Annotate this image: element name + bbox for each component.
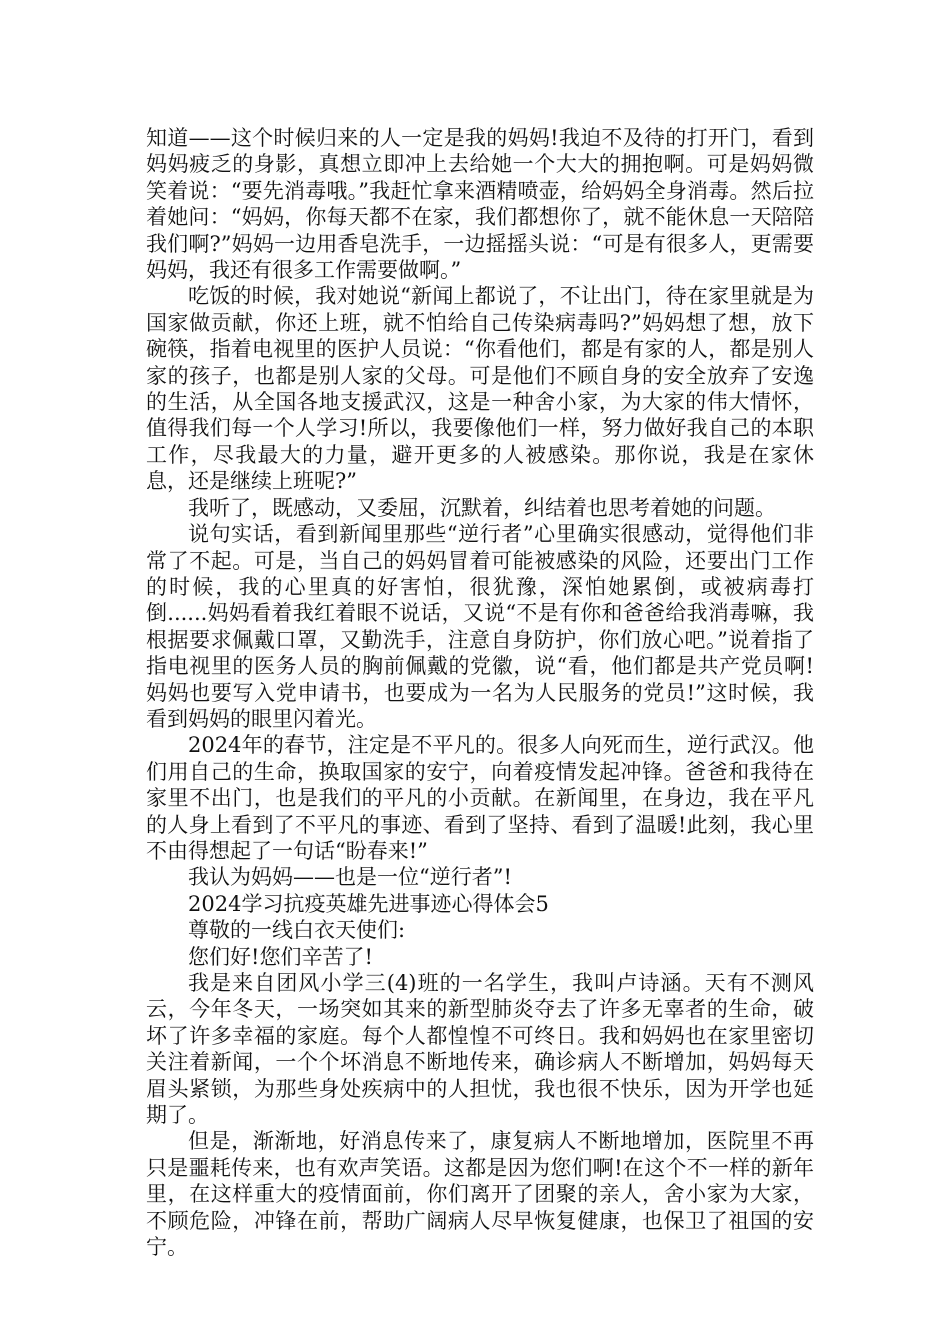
- greeting: 您们好!您们辛苦了!: [188, 944, 373, 969]
- paragraph-2: 吃饭的时候，我对她说“新闻上都说了，不让出门，待在家里就是为国家做贡献，你还上班，就不怕给自己传染病毒吗?”妈妈想了想，放下碗筷，指着电视里的医护人员说：“你看他们，都是有家的人，都是别人家的孩子，也都是别人家的父母。可是他们不顾自身的安全放弃了安逸的生活，从全国各地支援武汉，这是一种舍小家，为大家的伟大情怀，值得我们每一个人学习!所以，我要像他们一样，努力做好我自己的本职工作，尽我最大的力量，避开更多的人被感染。那你说，我是在家休息，还是继续上班呢?”: [146, 284, 814, 494]
- document-page: [146, 125, 814, 1260]
- paragraph-10: 我是来自团风小学三(4)班的一名学生，我叫卢诗涵。天有不测风云，今年冬天，一场突如其来的新型肺炎夺去了许多无辜者的生命，破坏了许多幸福的家庭。每个人都惶惶不可终日。我和妈妈也在家里密切关注着新闻，一个个坏消息不断地传来，确诊病人不断增加，妈妈每天眉头紧锁，为那些身处疾病中的人担忧，我也很不快乐，因为开学也延期了。: [146, 971, 814, 1128]
- paragraph-11: 但是，渐渐地，好消息传来了，康复病人不断地增加，医院里不再只是噩耗传来，也有欢声笑语。这都是因为您们啊!在这个不一样的新年里，在这样重大的疫情面前，你们离开了团聚的亲人，舍小家为大家，不顾危险，冲锋在前，帮助广阔病人尽早恢复健康，也保卫了祖国的安宁。: [146, 1129, 814, 1260]
- salutation: 尊敬的一线白衣天使们:: [188, 918, 406, 943]
- paragraph-5: 2024年的春节，注定是不平凡的。很多人向死而生，逆行武汉。他们用自己的生命，换取国家的安宁，向着疫情发起冲锋。爸爸和我待在家里不出门，也是我们的平凡的小贡献。在新闻里，在身边，我在平凡的人身上看到了不平凡的事迹、看到了坚持、看到了温暖!此刻，我心里不由得想起了一句话“盼春来!”: [146, 733, 814, 863]
- section-heading: 2024学习抗疫英雄先进事迹心得体会5: [188, 891, 549, 916]
- paragraph-4: 说句实话，看到新闻里那些“逆行者”心里确实很感动，觉得他们非常了不起。可是，当自己的妈妈冒着可能被感染的风险，还要出门工作的时候，我的心里真的好害怕，很犹豫，深怕她累倒，或被病毒打倒......妈妈看着我红着眼不说话，又说“不是有你和爸爸给我消毒嘛，我根据要求佩戴口罩，又勤洗手，注意自身防护，你们放心吧。”说着指了指电视里的医务人员的胸前佩戴的党徽，说“看，他们都是共产党员啊!妈妈也要写入党申请书，也要成为一名为人民服务的党员!”这时候，我看到妈妈的眼里闪着光。: [146, 522, 814, 731]
- paragraph-1: 知道——这个时候归来的人一定是我的妈妈!我迫不及待的打开门，看到妈妈疲乏的身影，真想立即冲上去给她一个大大的拥抱啊。可是妈妈微笑着说：“要先消毒哦。”我赶忙拿来酒精喷壶，给妈妈全身消毒。然后拉着她问：“妈妈，你每天都不在家，我们都想你了，就不能休息一天陪陪我们啊?”妈妈一边用香皂洗手，一边摇摇头说：“可是有很多人，更需要妈妈，我还有很多工作需要做啊。”: [146, 126, 814, 283]
- paragraph-6: 我认为妈妈——也是一位“逆行者”!: [188, 865, 512, 890]
- paragraph-3: 我听了，既感动，又委屈，沉默着，纠结着也思考着她的问题。: [188, 495, 776, 520]
